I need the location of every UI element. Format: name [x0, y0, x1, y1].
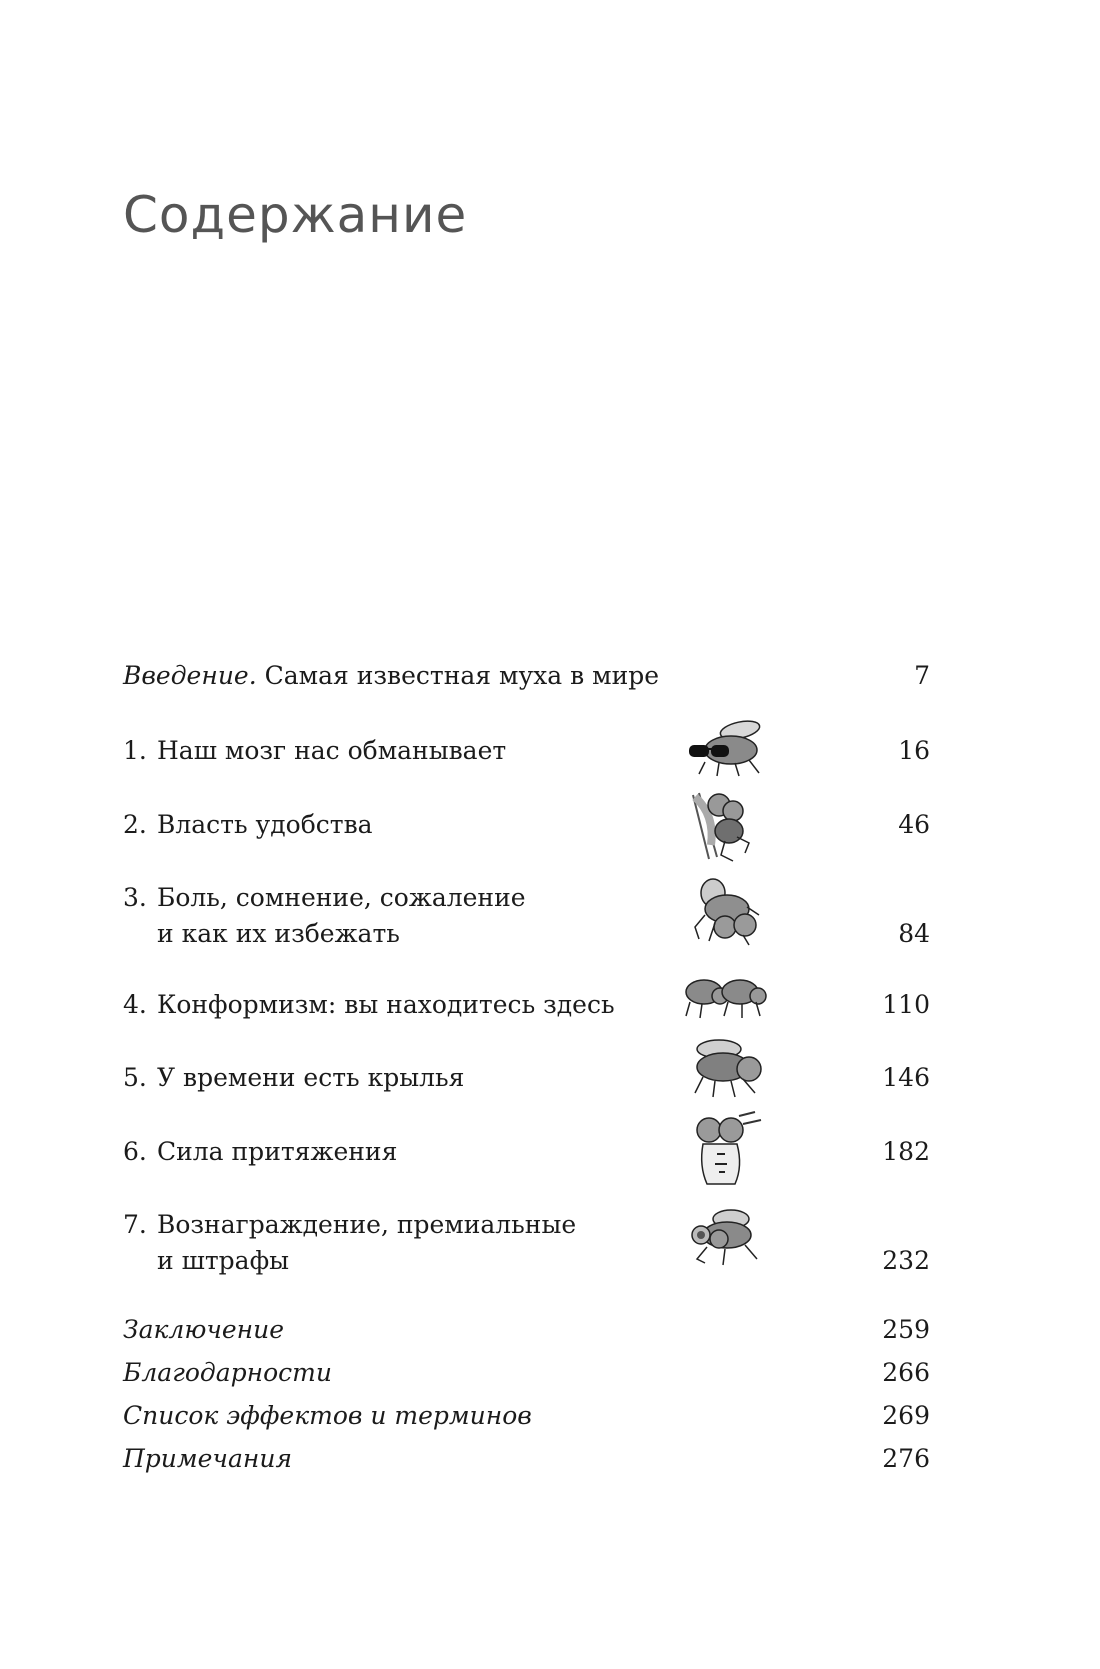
toc-entry-title: Самая известная муха в мире	[264, 661, 660, 690]
toc-entry-chapter-7[interactable]	[123, 1207, 930, 1279]
toc-entry-notes[interactable]	[123, 1441, 930, 1477]
toc-page-number: 110	[882, 990, 930, 1019]
fly-upside-down-icon	[685, 875, 765, 947]
chapter-number: 4.	[123, 990, 147, 1019]
chapter-number: 3.	[123, 883, 147, 912]
toc-page-number: 269	[882, 1401, 930, 1430]
chapter-title-continued: и штрафы	[157, 1246, 290, 1275]
toc-page-number: 46	[898, 810, 930, 839]
toc-entry-title: Заключение	[123, 1315, 285, 1344]
toc-entry-chapter-6[interactable]	[123, 1134, 930, 1170]
toc-page-number: 146	[882, 1063, 930, 1092]
toc-page-number: 16	[898, 736, 930, 765]
toc-page-number: 182	[882, 1137, 930, 1166]
chapter-number: 5.	[123, 1063, 147, 1092]
chapter-title: Вознаграждение, премиальные	[157, 1210, 577, 1239]
toc-entry-label: Введение.	[123, 661, 257, 690]
chapter-number: 2.	[123, 810, 147, 839]
fly-magnet-icon	[685, 1110, 765, 1190]
toc-page-number: 84	[898, 919, 930, 948]
toc-entry-chapter-4[interactable]	[123, 987, 930, 1023]
chapter-title: Наш мозг нас обманывает	[157, 736, 507, 765]
toc-entry-chapter-2[interactable]	[123, 807, 930, 843]
chapter-title: Конформизм: вы находитесь здесь	[157, 990, 615, 1019]
chapter-title: Сила притяжения	[157, 1137, 398, 1166]
toc-page-number: 276	[882, 1444, 930, 1473]
chapter-title-continued: и как их избежать	[157, 919, 400, 948]
toc-page-number: 232	[882, 1246, 930, 1275]
toc-entry-chapter-5[interactable]	[123, 1060, 930, 1096]
toc-page-number: 259	[882, 1315, 930, 1344]
chapter-number: 1.	[123, 736, 147, 765]
toc-page-number: 266	[882, 1358, 930, 1387]
toc-entry-title: Благодарности	[123, 1358, 332, 1387]
toc-page-number: 7	[914, 661, 930, 690]
two-flies-icon	[680, 970, 770, 1020]
toc-entry-intro[interactable]	[123, 658, 930, 694]
toc-entry-title: Список эффектов и терминов	[123, 1401, 532, 1430]
fly-flower-icon	[685, 1205, 765, 1269]
chapter-title: Власть удобства	[157, 810, 373, 839]
chapter-title: У времени есть крылья	[157, 1063, 465, 1092]
chapter-title: Боль, сомнение, сожаление	[157, 883, 526, 912]
toc-entry-acknowledgements[interactable]	[123, 1355, 930, 1391]
chapter-number: 6.	[123, 1137, 147, 1166]
toc-entry-conclusion[interactable]	[123, 1312, 930, 1348]
toc-entry-chapter-1[interactable]	[123, 733, 930, 769]
fly-walking-icon	[685, 1035, 770, 1099]
fly-deckchair-icon	[685, 785, 765, 865]
toc-entry-chapter-3[interactable]	[123, 880, 930, 952]
toc-entry-effects-list[interactable]	[123, 1398, 930, 1434]
fly-sunglasses-icon	[685, 718, 770, 780]
page-title: Содержание	[123, 186, 468, 244]
chapter-number: 7.	[123, 1210, 147, 1239]
toc-entry-title: Примечания	[123, 1444, 293, 1473]
